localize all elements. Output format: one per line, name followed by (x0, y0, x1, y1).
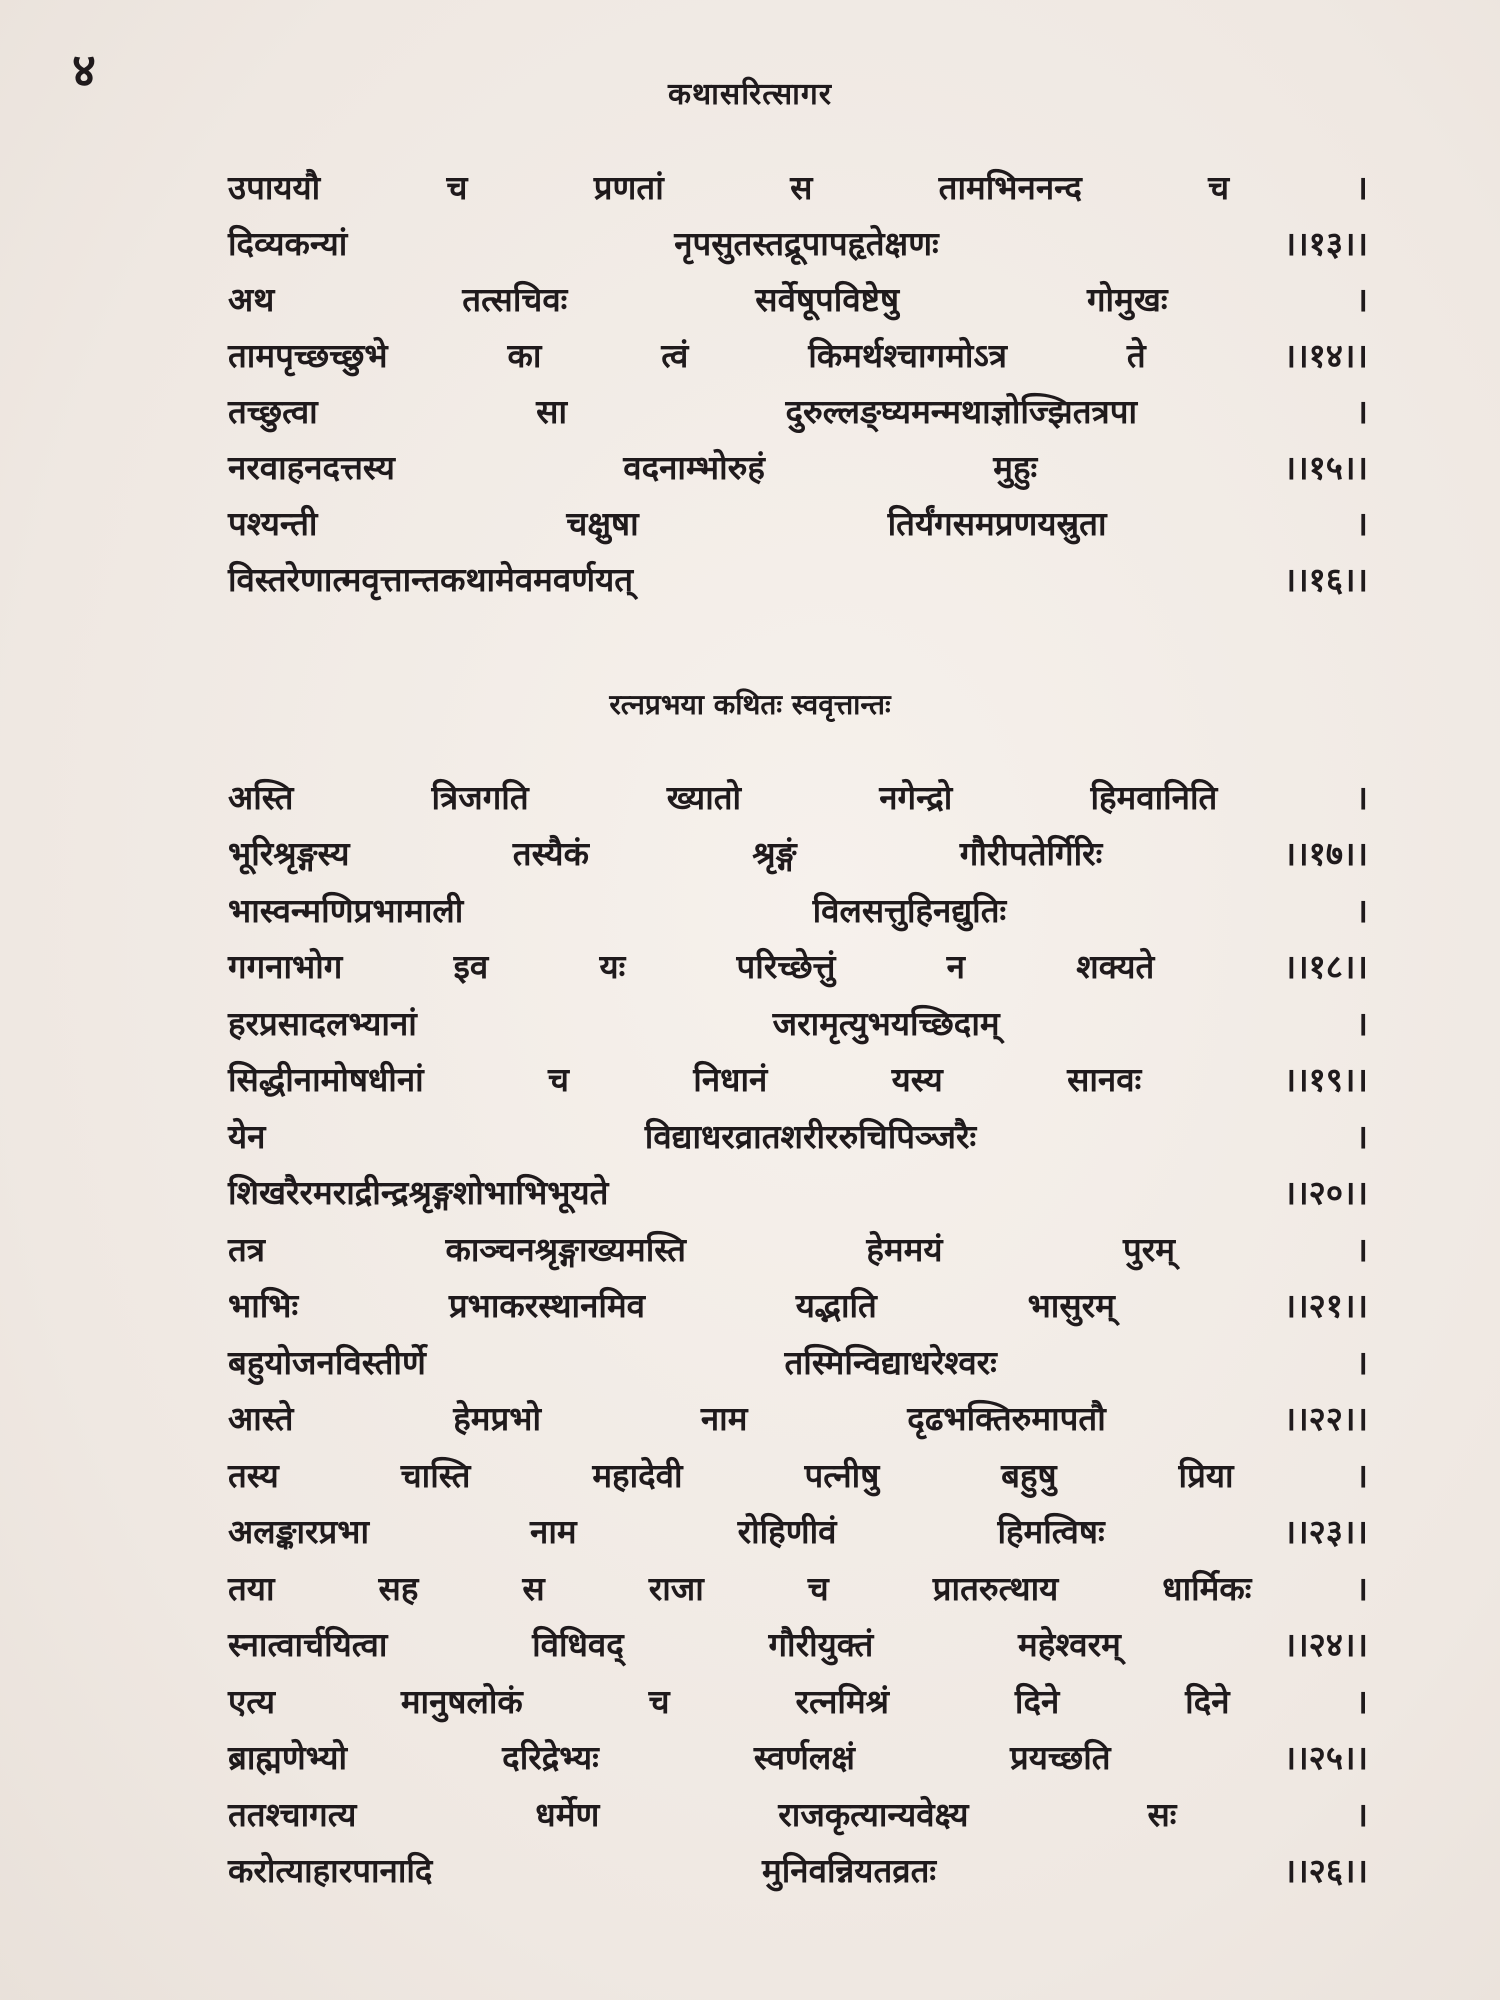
verse-line (228, 496, 1368, 548)
verse-word: दिव्यकन्यां (228, 223, 348, 263)
verse-line (228, 1561, 1368, 1613)
verse-number: ।।१८।। (1283, 947, 1368, 986)
verse-word: दुरुल्लङ्घ्यमन्मथाज्ञोज्झितत्रपा (785, 391, 1138, 431)
verse-word: दृढभक्तिरुमापतौ (907, 1399, 1106, 1438)
verse-word: तिर्यंगसमप्रणयस्रुता (887, 503, 1107, 543)
running-head: कथासरित्सागर (667, 77, 833, 112)
verse-word: गोमुखः (1086, 279, 1168, 319)
verse-word: नृपसुतस्तद्रूपापहृतेक्षणः (674, 223, 939, 263)
verse-word: दिने (1014, 1681, 1060, 1721)
verse-number: ।।१३।। (1283, 223, 1368, 263)
verse-line (228, 1618, 1368, 1670)
verse-word: स (790, 167, 813, 207)
verse-word: प्रिया (1178, 1455, 1234, 1495)
verse-word: चास्ति (400, 1455, 471, 1495)
verse-word: पश्यन्ती (228, 503, 318, 543)
verse-word: वदनाम्भोरुहं (623, 447, 765, 487)
verse-word: सिद्धीनामोषधीनां (228, 1060, 424, 1099)
verse-word: । (1355, 279, 1368, 319)
verse-word: किमर्थश्चागमोऽत्र (808, 335, 1007, 375)
verse-line (228, 996, 1368, 1048)
verse-word: हिमवानिति (1090, 777, 1218, 817)
verse-line (228, 940, 1368, 992)
verse-word: विद्याधरव्रातशरीररुचिपिञ्जरैः (644, 1116, 977, 1156)
verse-line (228, 440, 1368, 492)
verse-word: चक्षुषा (566, 503, 639, 543)
verse-word: यद्भाति (795, 1286, 877, 1325)
verse-word: तच्छुत्वा (228, 391, 318, 431)
verse-word: प्रणतां (593, 167, 664, 207)
verse-line (228, 328, 1368, 380)
verse-word: । (1355, 167, 1368, 207)
verse-word: । (1355, 391, 1368, 431)
verse-word: मुहुः (993, 447, 1038, 487)
verse-word: रोहिणीवं (737, 1512, 837, 1551)
verse-word: । (1355, 1342, 1368, 1382)
verse-word: काञ्चनश्रृङ्गाख्यमस्ति (445, 1229, 686, 1269)
verse-word: । (1355, 1455, 1368, 1495)
verse-word: परिच्छेत्तुं (736, 947, 836, 986)
verse-word: बहुयोजनविस्तीर्णे (228, 1342, 426, 1382)
verse-line (228, 384, 1368, 436)
verse-line (228, 552, 1368, 604)
verse-word: नरवाहनदत्तस्य (228, 447, 395, 487)
verse-word: ब्राह्मणेभ्यो (228, 1738, 348, 1777)
verse-line (228, 1392, 1368, 1444)
verse-number: ।।२६।। (1283, 1851, 1368, 1890)
verse-word: । (1355, 1681, 1368, 1721)
verse-word: । (1355, 1116, 1368, 1156)
verse-word: अलङ्कारप्रभा (228, 1512, 370, 1551)
verse-line (228, 1787, 1368, 1839)
verse-word: रत्नमिश्रं (795, 1681, 890, 1721)
verse-word: । (1355, 890, 1368, 930)
verse-word: नाम (700, 1399, 748, 1438)
verse-word: प्रातरुत्थाय (932, 1568, 1059, 1608)
verse-word: अस्ति (228, 777, 294, 817)
verse-line (228, 160, 1368, 212)
verse-word: जरामृत्युभयच्छिदाम् (772, 1003, 1000, 1043)
verse-word: गौरीयुक्तं (768, 1625, 874, 1664)
verse-word: आस्ते (228, 1399, 294, 1438)
verse-word: शिखरैरमराद्रीन्द्रश्रृङ्गशोभाभिभूयते (228, 1173, 609, 1212)
verse-word: प्रयच्छति (1010, 1738, 1111, 1777)
verse-word: न (946, 947, 965, 986)
verse-word: ते (1126, 335, 1146, 375)
verse-number: ।।१५।। (1283, 447, 1368, 487)
verse-word: नगेन्द्रो (879, 777, 953, 817)
verse-number: ।।१९।। (1283, 1060, 1368, 1099)
verse-word: हेममयं (866, 1229, 943, 1269)
verse-word: सर्वेषूपविष्टेषु (755, 279, 900, 319)
verse-word: महादेवी (592, 1455, 683, 1495)
verse-number: ।।१४।। (1283, 335, 1368, 375)
verse-word: च (548, 1060, 569, 1099)
verse-line (228, 1279, 1368, 1331)
verse-word: मुनिवन्नियतव्रतः (762, 1851, 937, 1890)
verse-word: । (1355, 1794, 1368, 1834)
verse-number: ।।२२।। (1283, 1399, 1368, 1438)
verse-line (228, 1505, 1368, 1557)
verse-word: तया (228, 1568, 275, 1608)
verse-word: इव (453, 947, 489, 986)
verse-word: विलसत्तुहिनद्युतिः (812, 890, 1007, 930)
verse-word: तत्र (228, 1229, 266, 1269)
verse-word: दिने (1185, 1681, 1230, 1721)
section-heading: रत्नप्रभया कथितः स्ववृत्तान्तः (609, 688, 891, 721)
verse-word: स्नात्वार्चयित्वा (228, 1625, 388, 1664)
verse-word: बहुषु (1001, 1455, 1057, 1495)
verse-word: भास्वन्मणिप्रभामाली (228, 890, 464, 930)
verse-line (228, 1166, 1368, 1218)
verse-word: भासुरम् (1027, 1286, 1115, 1325)
verse-word: सह (378, 1568, 419, 1608)
verse-word: तस्य (228, 1455, 279, 1495)
verse-word: स्वर्णलक्षं (753, 1738, 855, 1777)
verse-word: ततश्चागत्य (228, 1794, 357, 1834)
verse-word: प्रभाकरस्थानमिव (448, 1286, 646, 1325)
verse-word: सः (1147, 1794, 1177, 1834)
verse-line (228, 272, 1368, 324)
verse-word: हरप्रसादलभ्यानां (228, 1003, 417, 1043)
verse-word: च (1208, 167, 1230, 207)
verse-word: उपाययौ (228, 167, 321, 207)
verse-word: सा (536, 391, 568, 431)
verse-word: नाम (530, 1512, 577, 1551)
verse-word: तस्मिन्विद्याधरेश्वरः (784, 1342, 997, 1382)
verse-word: तत्सचिवः (462, 279, 568, 319)
verse-word: गगनाभोग (228, 947, 343, 986)
verse-word: च (446, 167, 468, 207)
verse-line (228, 1674, 1368, 1726)
verse-word: सानवः (1067, 1060, 1142, 1099)
verse-line (228, 1731, 1368, 1783)
verse-word: मानुषलोकं (400, 1681, 523, 1721)
verse-word: विस्तरेणात्मवृत्तान्तकथामेवमवर्णयत् (228, 559, 634, 599)
verse-word: भाभिः (228, 1286, 299, 1325)
verse-number: ।।१६।। (1283, 559, 1368, 599)
verse-word: करोत्याहारपानादि (228, 1851, 433, 1890)
verse-word: । (1355, 777, 1368, 817)
verse-word: । (1355, 1229, 1368, 1269)
verse-word: राजकृत्यान्यवेक्ष्य (778, 1794, 969, 1834)
verse-word: त्वं (661, 335, 689, 375)
verse-word: राजा (648, 1568, 704, 1608)
verse-line (228, 1109, 1368, 1161)
verse-line (228, 1335, 1368, 1387)
verse-word: अथ (228, 279, 275, 319)
verse-word: हेमप्रभो (453, 1399, 541, 1438)
verse-word: । (1355, 1568, 1368, 1608)
verse-word: हिमत्विषः (997, 1512, 1105, 1551)
verse-word: तस्यैकं (512, 834, 589, 873)
verse-word: ख्यातो (666, 777, 742, 817)
verse-number: ।।२०।। (1283, 1173, 1368, 1212)
verse-word: स (522, 1568, 545, 1608)
verse-word: महेश्वरम् (1018, 1625, 1121, 1664)
verse-word: यस्य (891, 1060, 943, 1099)
verse-word: दरिद्रेभ्यः (502, 1738, 599, 1777)
verse-word: च (648, 1681, 670, 1721)
verse-word: तामपृच्छच्छुभे (228, 335, 388, 375)
verse-word: पुरम् (1122, 1229, 1175, 1269)
verse-word: एत्य (228, 1681, 275, 1721)
verse-word: । (1355, 1003, 1368, 1043)
verse-line (228, 1222, 1368, 1274)
verse-word: येन (228, 1116, 266, 1156)
verse-word: पत्नीषु (804, 1455, 880, 1495)
verse-number: ।।२१।। (1283, 1286, 1368, 1325)
verse-word: धर्मेण (535, 1794, 600, 1834)
verse-word: यः (599, 947, 626, 986)
verse-line (228, 827, 1368, 879)
verse-word: त्रिजगति (431, 777, 529, 817)
verse-number: ।।२५।। (1283, 1738, 1368, 1777)
verse-word: गौरीपतेर्गिरिः (959, 834, 1103, 873)
verse-line (228, 216, 1368, 268)
verse-line (228, 1844, 1368, 1896)
verse-word: च (807, 1568, 829, 1608)
verse-line (228, 1448, 1368, 1500)
verse-word: शक्यते (1076, 947, 1155, 986)
verse-word: का (507, 335, 542, 375)
verse-number: ।।१७।। (1283, 834, 1368, 873)
verse-word: विधिवद् (532, 1625, 624, 1664)
page-number: ४ (72, 43, 96, 97)
verse-word: धार्मिकः (1162, 1568, 1252, 1608)
verse-word: श्रृङ्गं (752, 834, 797, 873)
verse-word: भूरिश्रृङ्गस्य (228, 834, 350, 873)
verse-line (228, 770, 1368, 822)
verse-line (228, 1053, 1368, 1105)
verse-word: निधानं (693, 1060, 768, 1099)
verse-number: ।।२४।। (1283, 1625, 1368, 1664)
verse-line (228, 883, 1368, 935)
verse-word: । (1355, 503, 1368, 543)
verse-word: तामभिननन्द (938, 167, 1082, 207)
verse-number: ।।२३।। (1283, 1512, 1368, 1551)
